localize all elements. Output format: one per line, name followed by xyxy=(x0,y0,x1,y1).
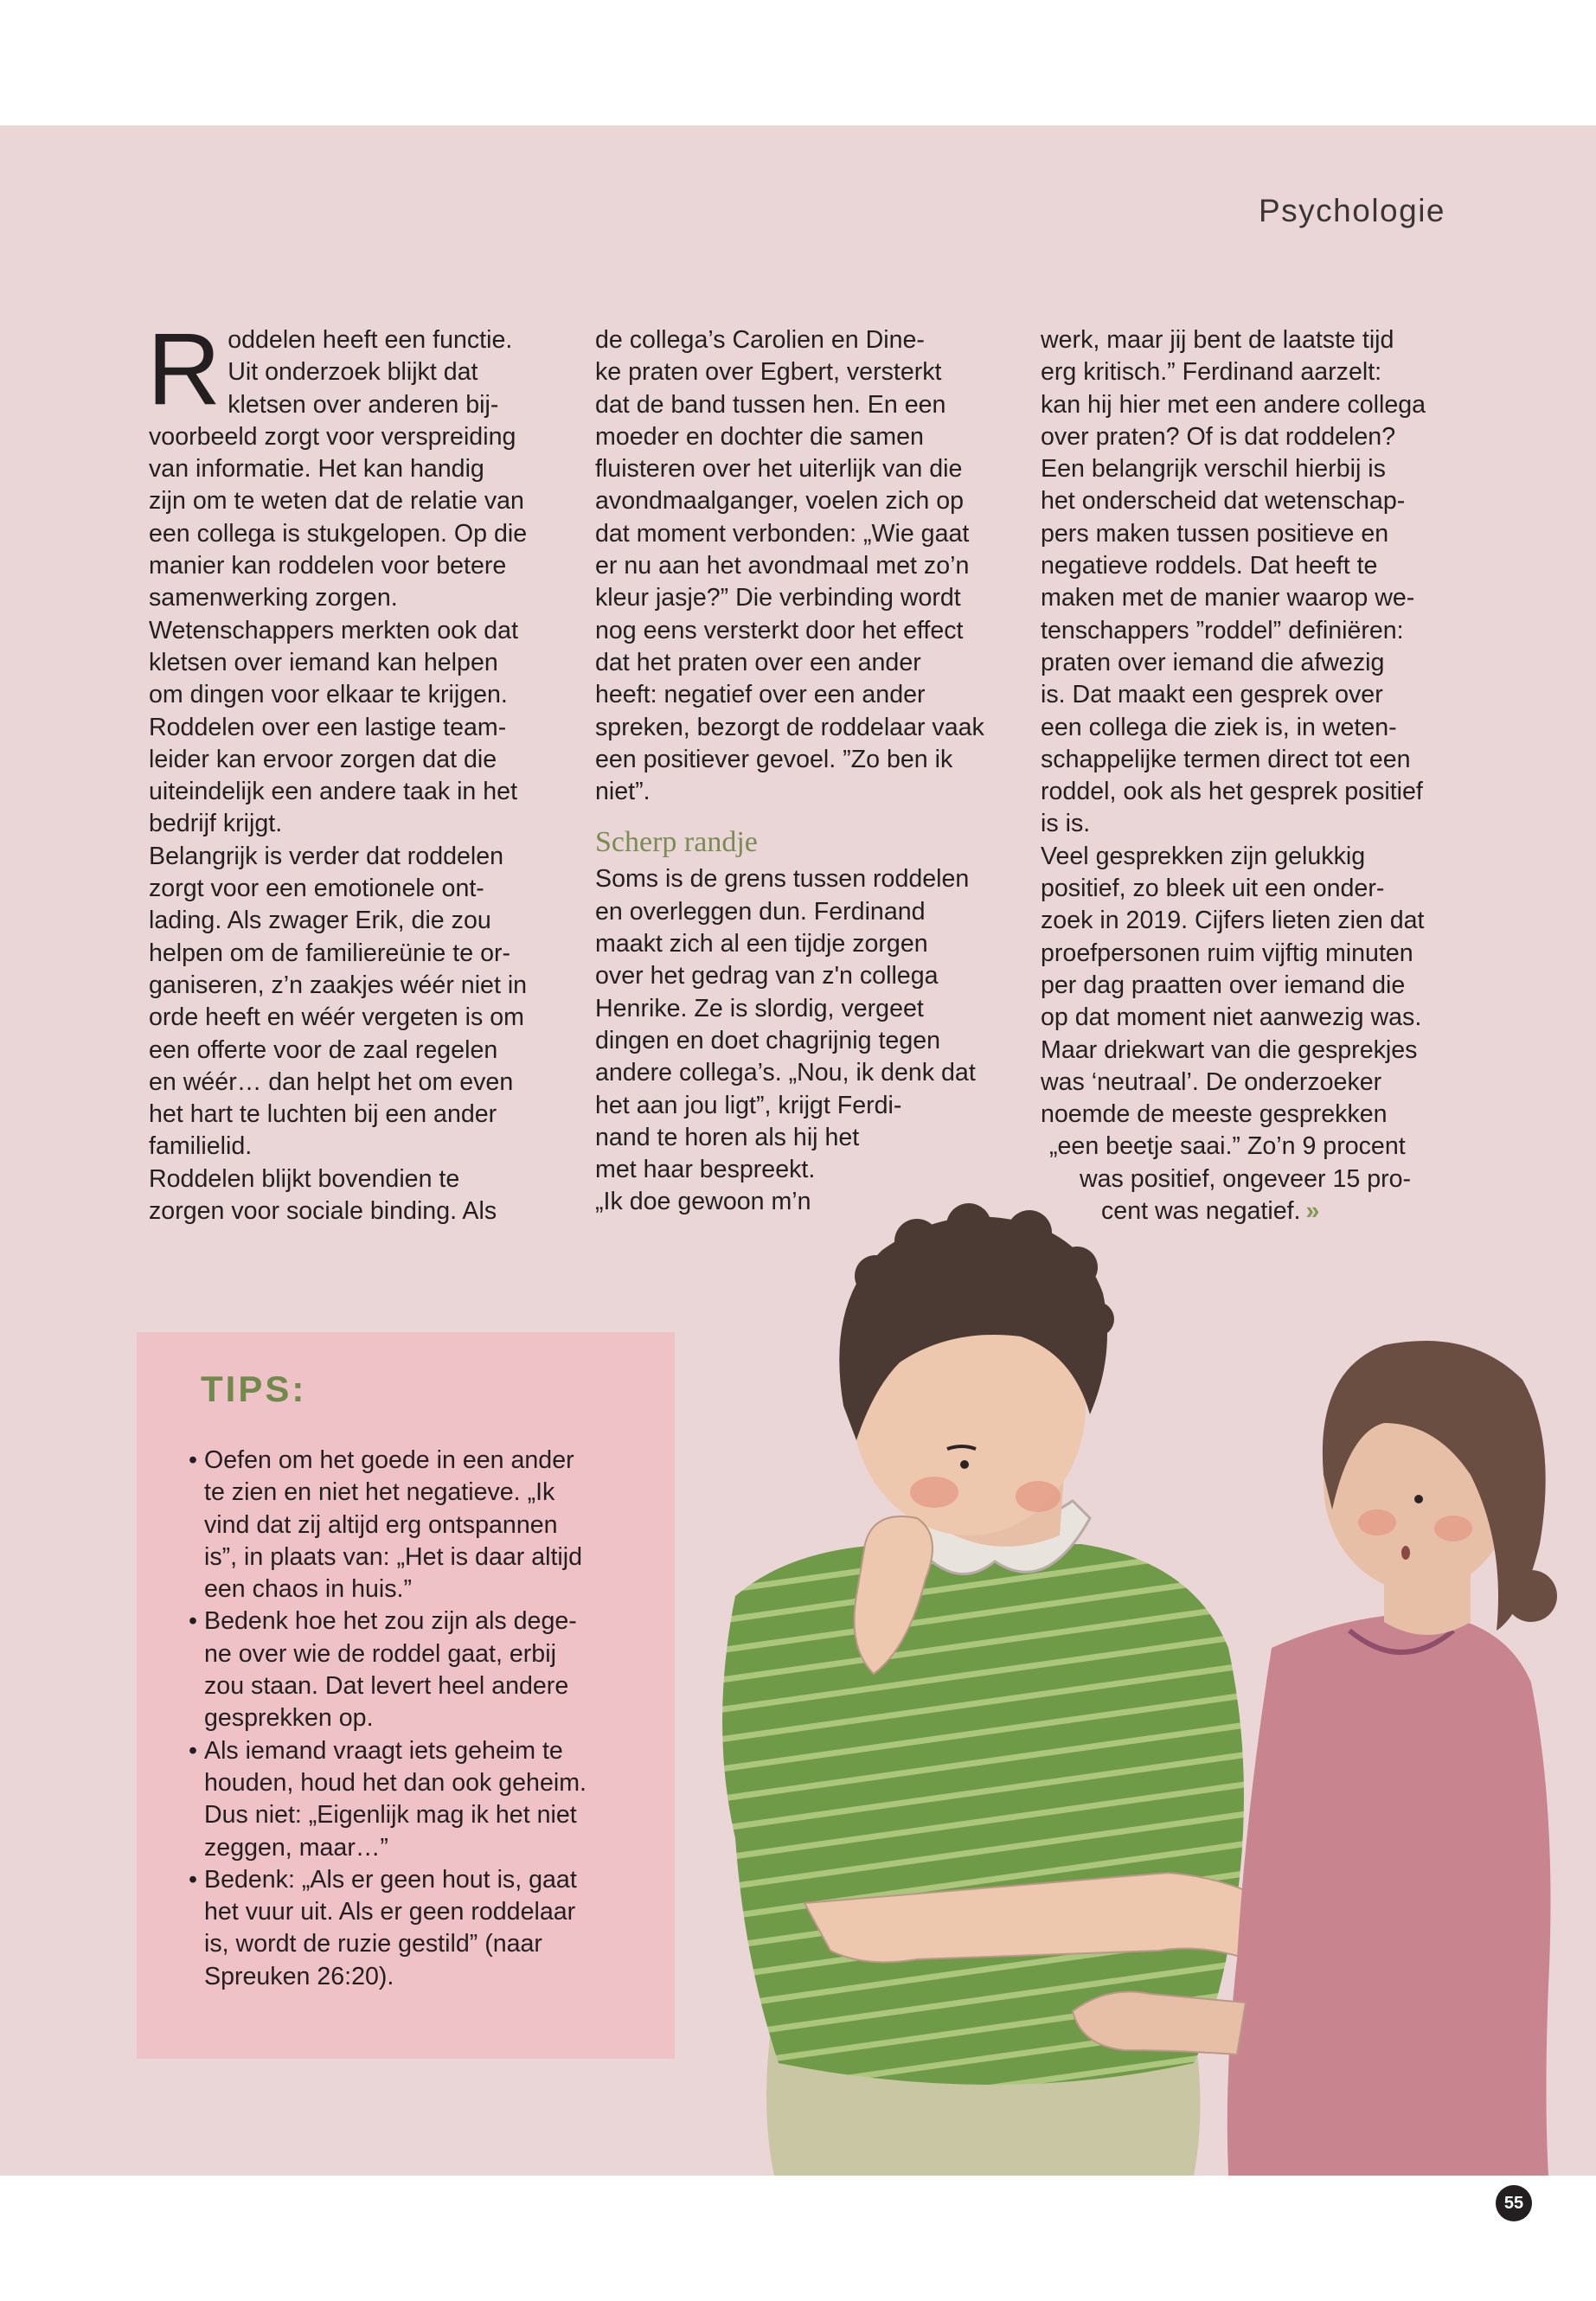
tips-title: TIPS: xyxy=(201,1368,307,1409)
article-paragraph: de collega’s Carolien en Dine- ke praten over Egbert, versterkt dat de band tussen hen. En een moeder en dochter die samen fluisteren over het uiterlijk van die avondmaalganger, voelen zich op dat moment verbonden: „Wie gaat er nu aan het avondmaal met zo’n kleur jasje?” Die verbinding wordt nog eens versterkt door het effect dat het praten over een ander heeft: negatief over een ander spreken, bezorgt de roddelaar vaak een positiever gevoel. ”Zo ben ik niet”. xyxy=(595,326,984,806)
tips-list xyxy=(189,1445,638,1993)
tip-item: • Bedenk hoe het zou zijn als dege- ne over wie de roddel gaat, erbij zou staan. Dat levert heel andere gesprekken op. xyxy=(189,1606,638,1734)
subheading: Scherp randje xyxy=(595,826,758,859)
tip-item: • Oefen om het goede in een ander te zien en niet het negatieve. „Ik vind dat zij altijd erg ontspannen is”, in plaats van: „Het is daar altijd een chaos in huis.” xyxy=(189,1445,638,1606)
article-paragraph: Veel gesprekken zijn gelukkig positief, zo bleek uit een onder- zoek in 2019. Cijfers lieten zien dat proefpersonen ruim vijftig minuten per dag praatten over iemand die op dat moment niet aanwezig was. Maar driekwart van die gesprekjes was ‘neutraal’. De onderzoeker noemde de meeste gesprekken xyxy=(1041,842,1425,1129)
tip-item: • Bedenk: „Als er geen hout is, gaat het vuur uit. Als er geen roddelaar is, wordt de ruzie gestild” (naar Spreuken 26:20). xyxy=(189,1864,638,1993)
line-text: was positief, ongeveer 15 pro- xyxy=(1080,1164,1412,1193)
tip-item: • Als iemand vraagt iets geheim te houden, houd het dan ook geheim. Dus niet: „Eigenlijk mag ik het niet zeggen, maar…” xyxy=(189,1735,638,1864)
line-text: „een beetje saai.” Zo’n 9 procent xyxy=(1049,1132,1406,1161)
tips-box xyxy=(137,1332,675,2059)
drop-cap: R xyxy=(147,312,221,426)
article-paragraph: Soms is de grens tussen roddelen en overleggen dun. Ferdinand maakt zich al een tijdje zorgen over het gedrag van z'n collega Henrike. Ze is slordig, vergeet dingen en doet chagrijnig tegen andere collega’s. „Nou, ik denk dat het aan jou ligt”, krijgt Ferdi- nand te horen als hij het met haar bespreekt. „Ik doe gewoon m’n xyxy=(595,865,976,1216)
magazine-page xyxy=(0,125,1596,2213)
continue-arrow-icon: » xyxy=(1305,1197,1317,1226)
paragraph-text: oddelen heeft een functie. Uit onderzoek blijkt dat kletsen over anderen bij- voorbeeld zorgt voor verspreiding van informatie. Het kan handig zijn om te weten dat de relatie van een collega is stukgelopen. Op die manier kan roddelen voor betere samenwerking zorgen. Wetenschappers merkten ook dat kletsen over iemand kan helpen om dingen voor elkaar te krijgen. Roddelen over een lastige team- leider kan ervoor zorgen dat die uiteindelijk een andere taak in het bedrijf krijgt. xyxy=(149,326,528,838)
section-label: Psychologie xyxy=(1258,193,1445,228)
article-paragraph-2: Belangrijk is verder dat roddelen zorgt voor een emotionele ont- lading. Als zwager Erik, die zou helpen om de familiereünie te or- ganiseren, z’n zaakjes wéér niet in orde heeft en wéér vergeten is om een offerte voor de zaal regelen en wéér… dan helpt het om even het hart te luchten bij een ander familielid. xyxy=(149,842,528,1161)
page-number-badge: 55 xyxy=(1496,2185,1532,2221)
line-text: cent was negatief. xyxy=(1101,1197,1301,1226)
article-paragraph-3: Roddelen blijkt bovendien te zorgen voor sociale binding. Als xyxy=(149,1164,497,1226)
article-paragraph: werk, maar jij bent de laatste tijd erg kritisch.” Ferdinand aarzelt: kan hij hier met een andere collega over praten? Of is dat roddelen? Een belangrijk verschil hierbij is het onderscheid dat wetenschap- pers maken tussen positieve en negatieve roddels. Dat heeft te maken met de manier waarop we- tenschappers ”roddel” definiëren: praten over iemand die afwezig is. Dat maakt een gesprek over een collega die ziek is, in weten- schappelijke termen direct tot een roddel, ook als het gesprek positief is is. xyxy=(1041,326,1426,838)
